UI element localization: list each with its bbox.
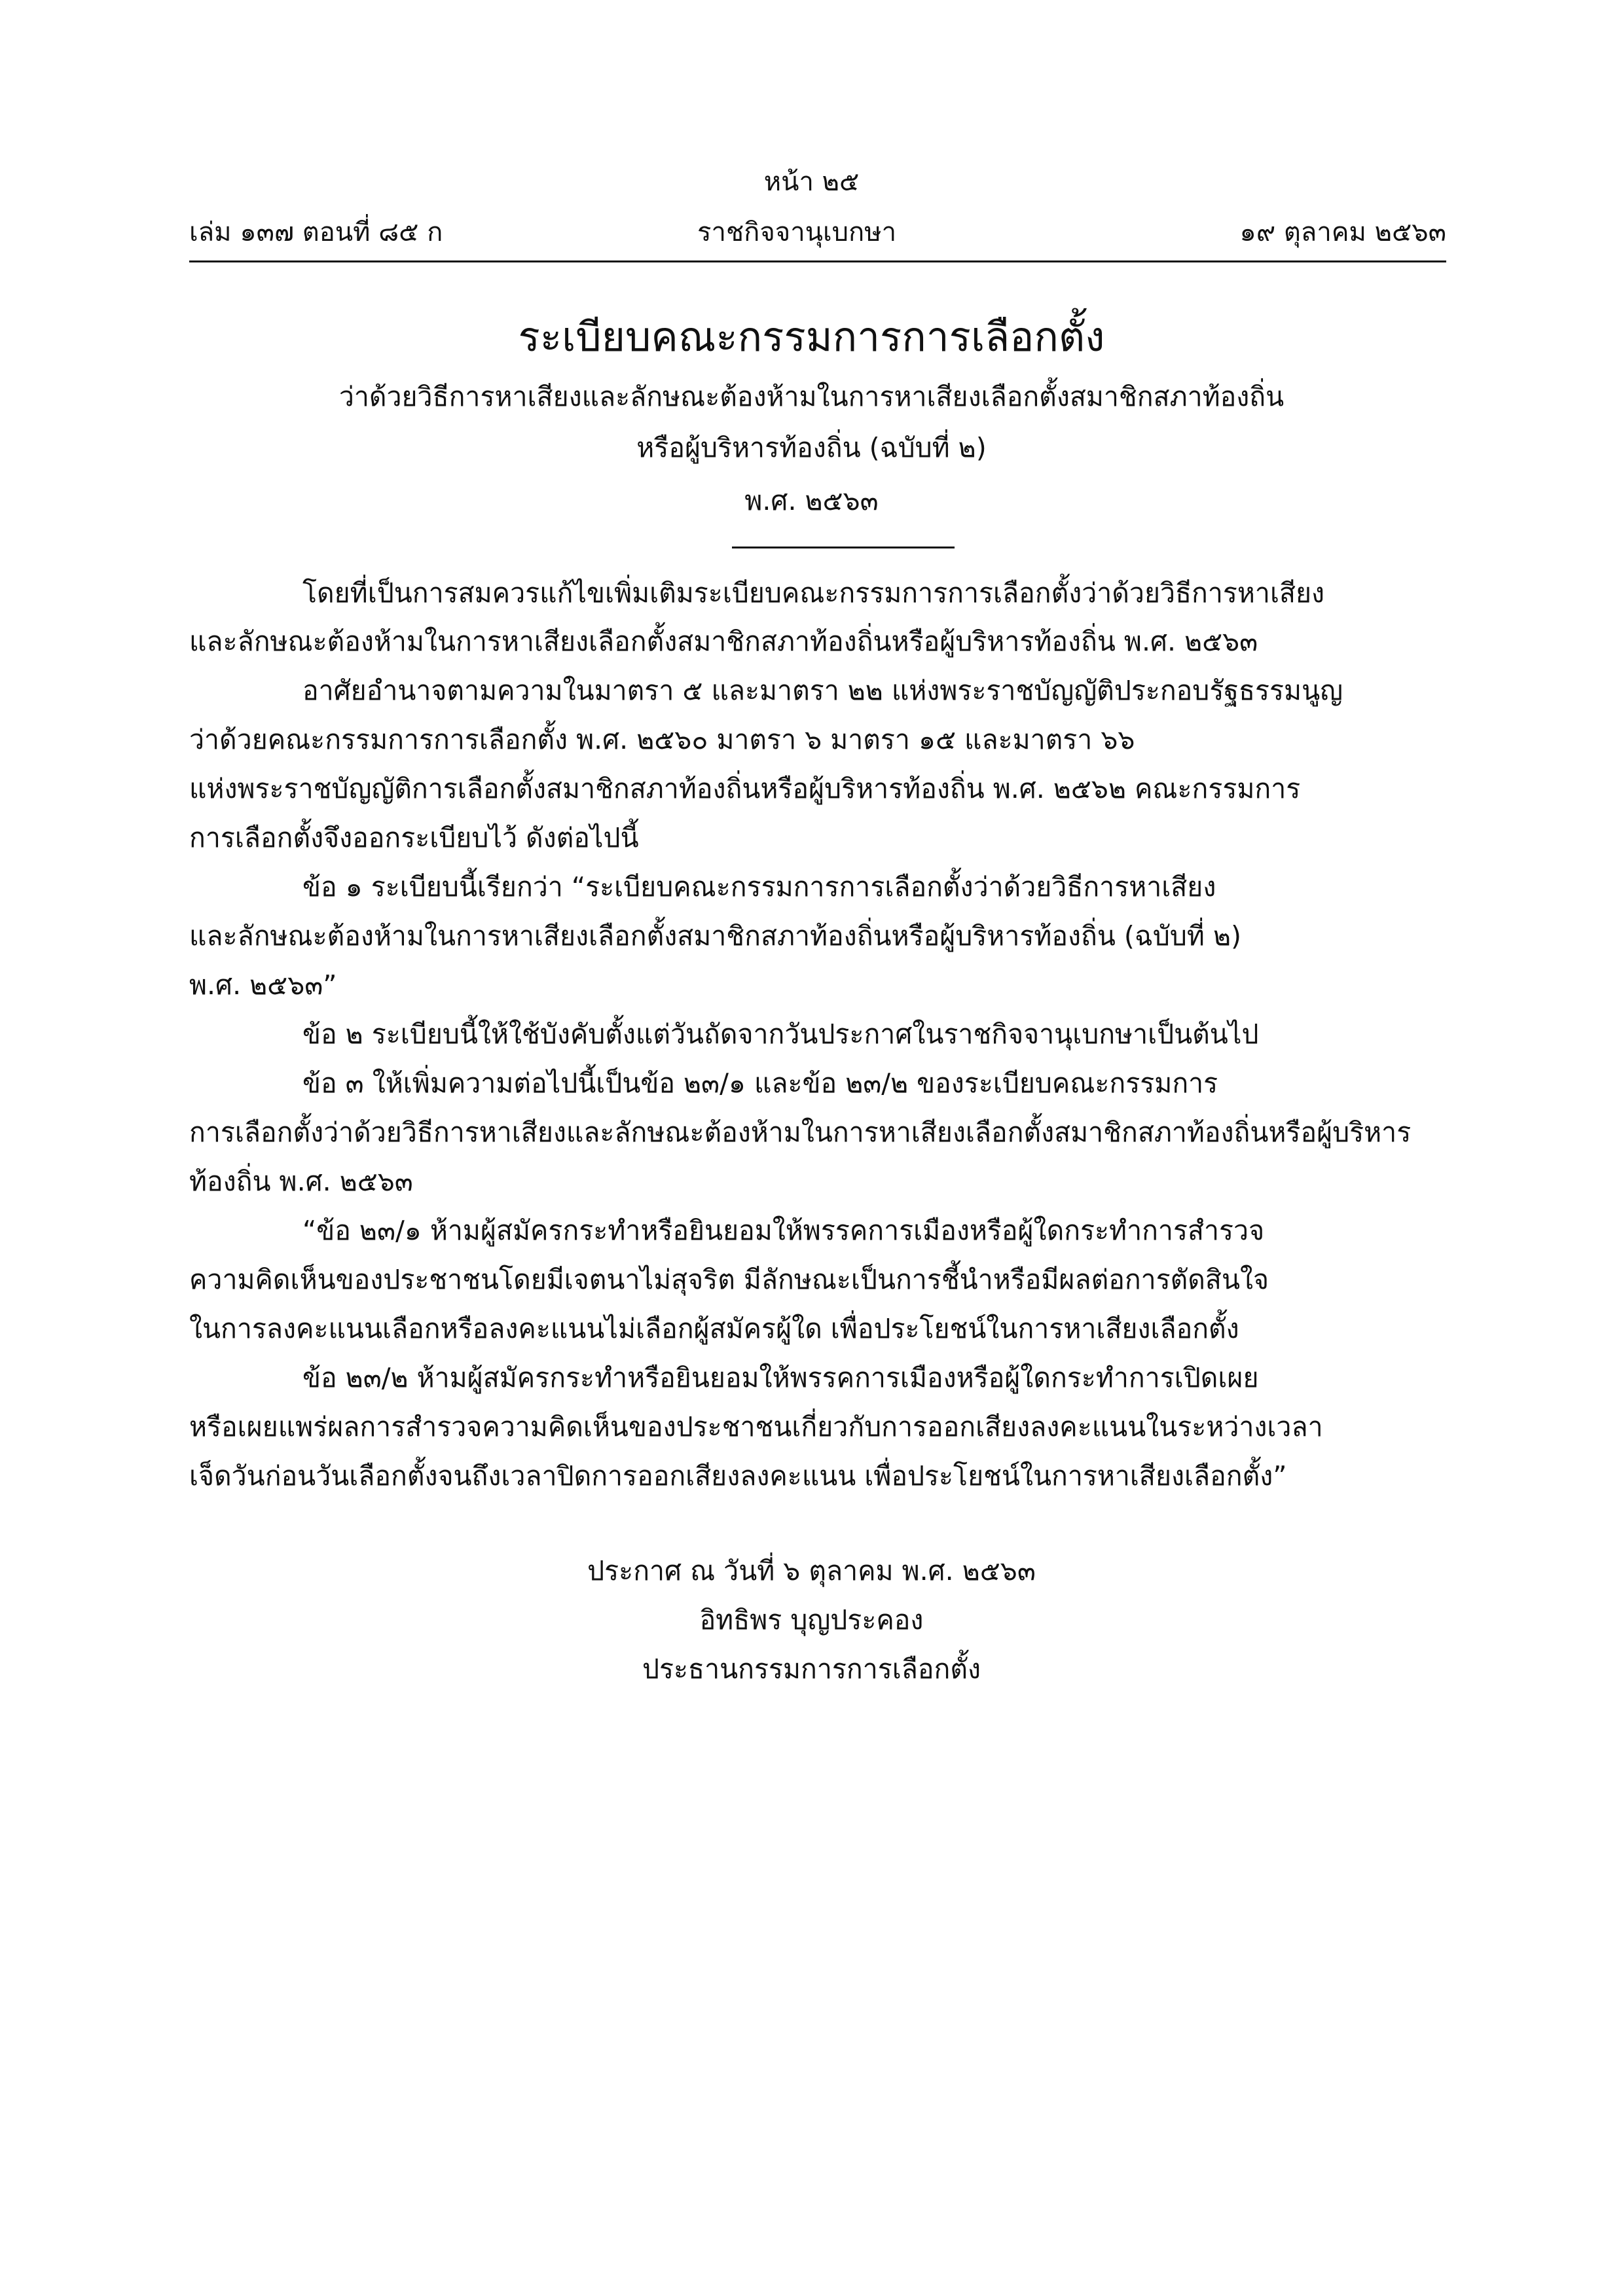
clause-23-2-line-3: เจ็ดวันก่อนวันเลือกตั้งจนถึงเวลาปิดการออกเสียงลงคะแนน เพื่อประโยชน์ในการหาเสียงเลือกตั้ง” — [189, 1460, 1287, 1492]
paragraph-2-line-1: อาศัยอำนาจตามความในมาตรา ๕ และมาตรา ๒๒ แห่งพระราชบัญญัติประกอบรัฐธรรมนูญ — [302, 675, 1343, 706]
clause-1-line-3: พ.ศ. ๒๕๖๓” — [189, 969, 337, 1001]
clause-1-line-1: ข้อ ๑ ระเบียบนี้เรียกว่า “ระเบียบคณะกรรมการการเลือกตั้งว่าด้วยวิธีการหาเสียง — [302, 871, 1216, 903]
gazette-volume-info: เล่ม ๑๓๗ ตอนที่ ๘๕ ก — [189, 217, 443, 247]
paragraph-1-line-1: โดยที่เป็นการสมควรแก้ไขเพิ่มเติมระเบียบคณะกรรมการการเลือกตั้งว่าด้วยวิธีการหาเสียง — [302, 577, 1325, 609]
header-divider — [189, 260, 1446, 262]
clause-23-1-line-3: ในการลงคะแนนเลือกหรือลงคะแนนไม่เลือกผู้สมัครผู้ใด เพื่อประโยชน์ในการหาเสียงเลือกตั้ง — [189, 1313, 1239, 1344]
clause-2-line-1: ข้อ ๒ ระเบียบนี้ให้ใช้บังคับตั้งแต่วันถัดจากวันประกาศในราชกิจจานุเบกษาเป็นต้นไป — [302, 1018, 1259, 1050]
clause-3-line-1: ข้อ ๓ ให้เพิ่มความต่อไปนี้เป็นข้อ ๒๓/๑ และข้อ ๒๓/๒ ของระเบียบคณะกรรมการ — [302, 1067, 1218, 1099]
title-divider — [732, 547, 955, 548]
clause-23-2-line-2: หรือเผยแพร่ผลการสำรวจความคิดเห็นของประชาชนเกี่ยวกับการออกเสียงลงคะแนนในระหว่างเวลา — [189, 1411, 1323, 1443]
signatory-position: ประธานกรรมการการเลือกตั้ง — [642, 1653, 981, 1685]
document-title: ระเบียบคณะกรรมการการเลือกตั้ง — [518, 313, 1105, 361]
clause-23-1-line-2: ความคิดเห็นของประชาชนโดยมีเจตนาไม่สุจริต มีลักษณะเป็นการชี้นำหรือมีผลต่อการตัดสินใจ — [189, 1264, 1269, 1295]
paragraph-1-line-2: และลักษณะต้องห้ามในการหาเสียงเลือกตั้งสมาชิกสภาท้องถิ่นหรือผู้บริหารท้องถิ่น พ.ศ. ๒๕๖๓ — [189, 626, 1258, 657]
gazette-date: ๑๙ ตุลาคม ๒๕๖๓ — [1239, 217, 1446, 247]
paragraph-2-line-2: ว่าด้วยคณะกรรมการการเลือกตั้ง พ.ศ. ๒๕๖๐ มาตรา ๖ มาตรา ๑๕ และมาตรา ๖๖ — [189, 724, 1135, 755]
paragraph-2-line-4: การเลือกตั้งจึงออกระเบียบไว้ ดังต่อไปนี้ — [189, 822, 639, 853]
clause-23-2-line-1: ข้อ ๒๓/๒ ห้ามผู้สมัครกระทำหรือยินยอมให้พรรคการเมืองหรือผู้ใดกระทำการเปิดเผย — [302, 1362, 1259, 1393]
signatory-name: อิทธิพร บุญประคอง — [699, 1604, 924, 1636]
clause-3-line-2: การเลือกตั้งว่าด้วยวิธีการหาเสียงและลักษณะต้องห้ามในการหาเสียงเลือกตั้งสมาชิกสภาท้องถิ่นหรือผู้บริหาร — [189, 1117, 1412, 1148]
document-subtitle-line-2: หรือผู้บริหารท้องถิ่น (ฉบับที่ ๒) — [636, 432, 987, 463]
clause-23-1-line-1: “ข้อ ๒๓/๑ ห้ามผู้สมัครกระทำหรือยินยอมให้พรรคการเมืองหรือผู้ใดกระทำการสำรวจ — [302, 1215, 1265, 1246]
paragraph-2-line-3: แห่งพระราชบัญญัติการเลือกตั้งสมาชิกสภาท้องถิ่นหรือผู้บริหารท้องถิ่น พ.ศ. ๒๕๖๒ คณะกรรมการ — [189, 773, 1301, 804]
document-year: พ.ศ. ๒๕๖๓ — [744, 485, 879, 516]
gazette-name: ราชกิจจานุเบกษา — [697, 217, 897, 247]
document-subtitle-line-1: ว่าด้วยวิธีการหาเสียงและลักษณะต้องห้ามในการหาเสียงเลือกตั้งสมาชิกสภาท้องถิ่น — [338, 381, 1285, 412]
announcement-date: ประกาศ ณ วันที่ ๖ ตุลาคม พ.ศ. ๒๕๖๓ — [587, 1555, 1036, 1587]
clause-3-line-3: ท้องถิ่น พ.ศ. ๒๕๖๓ — [189, 1166, 413, 1197]
clause-1-line-2: และลักษณะต้องห้ามในการหาเสียงเลือกตั้งสมาชิกสภาท้องถิ่นหรือผู้บริหารท้องถิ่น (ฉบับที่ ๒) — [189, 920, 1241, 952]
page-number: หน้า ๒๕ — [763, 167, 860, 197]
